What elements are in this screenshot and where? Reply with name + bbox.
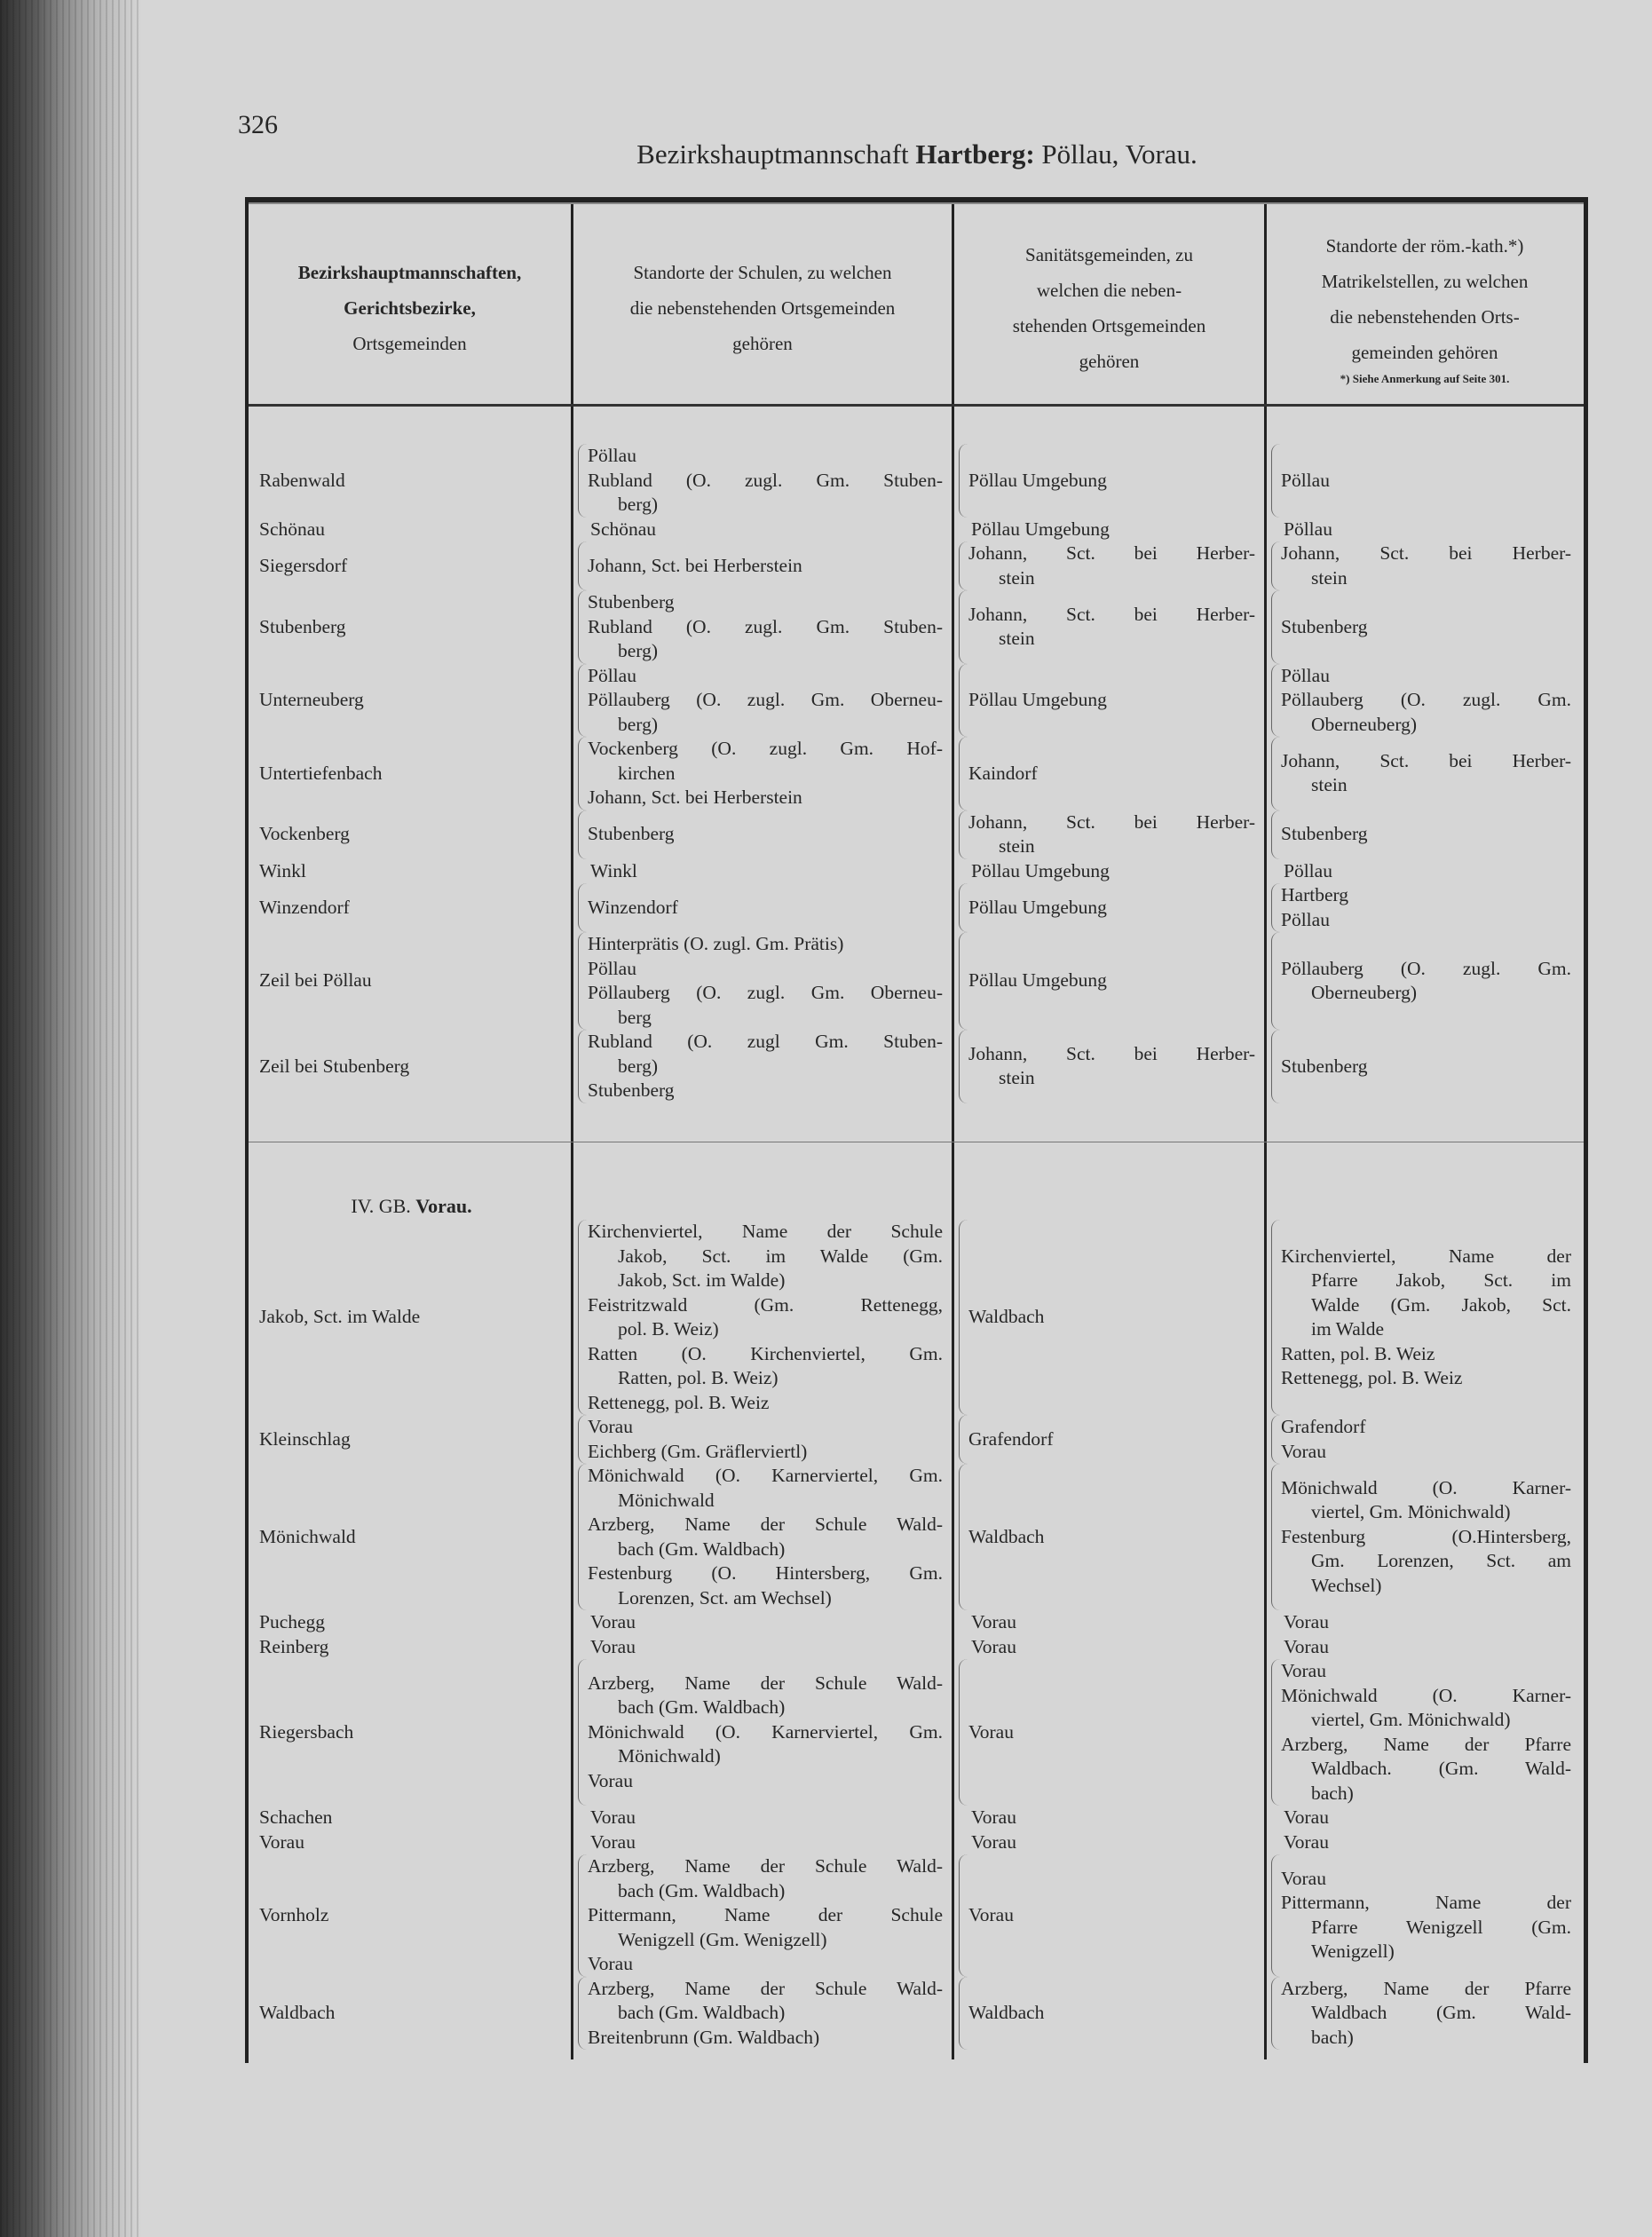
header-footnote: *) Siehe Anmerkung auf Seite 301. — [1340, 372, 1510, 385]
cell-line: Hinterprätis (O. zugl. Gm. Prätis) — [588, 933, 844, 954]
cell-line: Mönichwald (O. Karner- — [1281, 1684, 1571, 1706]
table-row — [249, 1610, 1584, 1635]
school-cell — [578, 1415, 955, 1464]
title-suffix: Pöllau, Vorau. — [1041, 138, 1198, 170]
cell-line: Johann, Sct. bei Herber- — [1281, 542, 1571, 564]
cell-line: Hartberg — [1281, 884, 1349, 905]
parish-cell — [1271, 541, 1584, 590]
municipality-cell — [249, 1977, 574, 2051]
header-line: Standorte der röm.-kath.*) — [1325, 235, 1524, 257]
cell-line: bach) — [1311, 2026, 1354, 2048]
cell-line: Vorau — [590, 1635, 636, 1657]
title-prefix: Bezirkshauptmannschaft — [636, 138, 909, 170]
cell-line: Riegersbach — [259, 1720, 354, 1743]
cell-line: Vorau — [1281, 1440, 1326, 1462]
cell-line: Kirchenviertel, Name der — [1281, 1245, 1571, 1267]
cell-line: stein — [999, 566, 1035, 589]
cell-line: berg) — [618, 713, 658, 735]
cell-line: Waldbach — [968, 2002, 1045, 2023]
parish-cell — [1271, 1659, 1584, 1806]
cell-line: Pöllau Umgebung — [968, 689, 1107, 710]
parish-cell — [1271, 1977, 1584, 2051]
school-cell — [578, 737, 955, 810]
table-row — [249, 1464, 1584, 1610]
cell-line: Schönau — [590, 518, 657, 540]
cell-line: Pittermann, Name der Schule — [588, 1904, 943, 1925]
municipality-cell — [249, 1220, 574, 1415]
cell-line: Pöllauberg (O. zugl. Gm. Oberneu- — [588, 689, 943, 710]
section-heading-prefix: IV. GB. — [351, 1195, 411, 1217]
cell-line: Winkl — [590, 859, 637, 881]
cell-line: Johann, Sct. bei Herber- — [1281, 749, 1571, 771]
header-line: die nebenstehenden Orts- — [1330, 306, 1520, 328]
sanitary-cell — [959, 1030, 1268, 1103]
sanitary-cell — [959, 1854, 1268, 1977]
header-line: Bezirkshauptmannschaften, — [297, 262, 522, 283]
school-cell — [578, 664, 955, 738]
cell-line: Pittermann, Name der — [1281, 1892, 1571, 1914]
cell-line: Vorau — [259, 1830, 304, 1853]
cell-line: stein — [999, 1067, 1035, 1089]
cell-line: Vorau — [968, 1720, 1014, 1743]
cell-line: Stubenberg — [259, 615, 346, 637]
school-cell — [578, 1220, 955, 1415]
table-row — [249, 1806, 1584, 1830]
cell-line: viertel, Gm. Mönichwald) — [1311, 1501, 1511, 1523]
cell-line: stein — [999, 835, 1035, 857]
header-col-schools — [573, 215, 952, 401]
cell-line: Mönichwald) — [618, 1745, 721, 1767]
cell-line: Pfarre Wenigzell (Gm. — [1311, 1916, 1571, 1938]
cell-line: Ratten (O. Kirchenviertel, Gm. — [588, 1342, 943, 1364]
header-line: gemeinden gehören — [1351, 342, 1498, 363]
cell-line: stein — [1311, 774, 1348, 796]
cell-line: Rabenwald — [259, 469, 345, 491]
sanitary-cell — [955, 518, 1268, 542]
cell-line: Johann, Sct. bei Herber- — [968, 810, 1255, 833]
municipality-cell — [249, 1659, 574, 1806]
cell-line: Vockenberg — [259, 823, 350, 845]
sanitary-cell — [959, 1415, 1268, 1464]
cell-line: Pöllau — [588, 664, 636, 686]
table-row — [249, 1977, 1584, 2051]
cell-line: Grafendorf — [968, 1427, 1054, 1450]
municipality-cell — [249, 737, 574, 810]
header-line: Standorte der Schulen, zu welchen — [633, 262, 892, 283]
table-row — [249, 1659, 1584, 1806]
cell-line: Johann, Sct. bei Herberstein — [588, 554, 802, 576]
cell-line: Waldbach — [968, 1306, 1045, 1328]
cell-line: Zeil bei Pöllau — [259, 969, 372, 992]
cell-line: Waldbach. (Gm. Wald- — [1311, 1758, 1571, 1779]
cell-line: bach (Gm. Waldbach) — [618, 2002, 786, 2023]
cell-line: Festenburg (O. Hintersberg, Gm. — [588, 1562, 943, 1584]
parish-cell — [1268, 1635, 1584, 1660]
table-top-rule — [249, 197, 1584, 204]
sanitary-cell — [959, 590, 1268, 664]
sanitary-cell — [959, 737, 1268, 810]
cell-line: Vorau — [1281, 1867, 1326, 1889]
cell-line: Pöllau Umgebung — [968, 896, 1107, 918]
cell-line: Winkl — [259, 859, 306, 881]
cell-line: Arzberg, Name der Schule Wald- — [588, 1514, 943, 1535]
cell-line: Arzberg, Name der Schule Wald- — [588, 1855, 943, 1877]
cell-line: Winzendorf — [259, 896, 350, 918]
cell-line: Festenburg (O.Hintersberg, — [1281, 1525, 1571, 1547]
cell-line: Vorau — [1284, 1830, 1329, 1853]
cell-line: Schachen — [259, 1806, 333, 1828]
parish-cell — [1271, 444, 1584, 518]
cell-line: kirchen — [618, 762, 676, 784]
cell-line: Feistritzwald (Gm. Rettenegg, — [588, 1293, 943, 1316]
cell-line: Jakob, Sct. im Walde) — [618, 1269, 786, 1291]
table-row — [249, 859, 1584, 884]
table-row — [249, 1030, 1584, 1103]
cell-line: Mönichwald — [618, 1489, 715, 1511]
municipality-cell — [249, 932, 574, 1030]
cell-line: Eichberg (Gm. Gräflerviertl) — [588, 1440, 808, 1462]
cell-line: Mönichwald (O. Karner- — [1281, 1476, 1571, 1498]
cell-line: Wechsel) — [1311, 1574, 1382, 1596]
cell-line: bach (Gm. Waldbach) — [618, 1879, 786, 1901]
sanitary-cell — [955, 859, 1268, 884]
table-row — [249, 1854, 1584, 1977]
parish-cell — [1271, 1220, 1584, 1415]
cell-line: Gm. Lorenzen, Sct. am — [1311, 1550, 1571, 1572]
cell-line: Vorau — [1284, 1635, 1329, 1657]
cell-line: Rubland (O. zugl. Gm. Stuben- — [588, 469, 943, 491]
cell-line: Pöllauberg (O. zugl. Gm. Oberneu- — [588, 982, 943, 1003]
cell-line: Johann, Sct. bei Herberstein — [588, 787, 802, 808]
cell-line: Waldbach — [968, 1525, 1045, 1547]
table-row — [249, 590, 1584, 664]
table-row — [249, 541, 1584, 590]
municipality-cell — [249, 1635, 574, 1660]
municipality-cell — [249, 1030, 574, 1103]
cell-line: Pfarre Jakob, Sct. im — [1311, 1269, 1571, 1291]
cell-line: Vorau — [968, 1904, 1014, 1925]
school-cell — [578, 1464, 955, 1610]
cell-line: Arzberg, Name der Schule Wald- — [588, 1672, 943, 1694]
header-line: Gerichtsbezirke, — [344, 297, 476, 319]
cell-line: Vorau — [1284, 1806, 1329, 1828]
cell-line: Ratten, pol. B. Weiz — [1281, 1342, 1435, 1364]
header-line: gehören — [1079, 351, 1140, 372]
cell-line: berg — [618, 1006, 652, 1028]
sanitary-cell — [959, 883, 1268, 932]
municipality-cell — [249, 518, 574, 542]
table-row — [249, 664, 1584, 738]
municipality-cell — [249, 1415, 574, 1464]
title-district: Hartberg: — [915, 138, 1035, 170]
header-line: welchen die neben- — [1036, 280, 1182, 301]
table-row — [249, 1415, 1584, 1464]
header-bottom-rule — [249, 404, 1584, 407]
sanitary-cell — [959, 541, 1268, 590]
parish-cell — [1271, 590, 1584, 664]
cell-line: Stubenberg — [588, 591, 675, 613]
sanitary-cell — [959, 1220, 1268, 1415]
header-line: Sanitätsgemeinden, zu — [1025, 244, 1193, 265]
parish-cell — [1268, 859, 1584, 884]
parish-cell — [1271, 737, 1584, 810]
header-col-municipalities — [249, 215, 571, 401]
parish-cell — [1268, 1830, 1584, 1855]
cell-line: Rettenegg, pol. B. Weiz — [1281, 1367, 1463, 1388]
table-row — [249, 810, 1584, 859]
school-cell — [578, 541, 955, 590]
header-line: stehenden Ortsgemeinden — [1012, 315, 1206, 336]
school-cell — [578, 1854, 955, 1977]
cell-line: stein — [1311, 566, 1348, 589]
school-cell — [578, 1659, 955, 1806]
sanitary-cell — [959, 1464, 1268, 1610]
parish-cell — [1271, 883, 1584, 932]
cell-line: Pöllau — [1284, 518, 1332, 540]
cell-line: Stubenberg — [588, 823, 675, 845]
cell-line: Rubland (O. zugl Gm. Stuben- — [588, 1031, 943, 1052]
cell-line: Mönichwald (O. Karnerviertel, Gm. — [588, 1465, 943, 1486]
municipality-cell — [249, 1806, 574, 1830]
cell-line: Rubland (O. zugl. Gm. Stuben- — [588, 615, 943, 637]
municipality-cell — [249, 859, 574, 884]
page-title — [0, 138, 1652, 170]
school-cell — [574, 1610, 955, 1635]
cell-line: Vorau — [971, 1611, 1016, 1632]
parish-cell — [1268, 1610, 1584, 1635]
cell-line: Schönau — [259, 518, 326, 540]
sanitary-cell — [959, 1977, 1268, 2051]
school-cell — [574, 1830, 955, 1855]
book-binding-edge — [0, 0, 142, 2237]
cell-line: berg) — [618, 1055, 658, 1077]
cell-line: Zeil bei Stubenberg — [259, 1055, 410, 1077]
cell-line: Kleinschlag — [259, 1427, 351, 1450]
header-line: Matrikelstellen, zu welchen — [1321, 271, 1529, 292]
cell-line: Pöllauberg (O. zugl. Gm. — [1281, 957, 1571, 979]
cell-line: Vorau — [590, 1611, 636, 1632]
municipality-cell — [249, 664, 574, 738]
cell-line: Siegersdorf — [259, 554, 348, 576]
table-row — [249, 518, 1584, 542]
cell-line: Unterneuberg — [259, 689, 364, 710]
cell-line: Pöllau — [1284, 859, 1332, 881]
school-cell — [574, 859, 955, 884]
cell-line: Oberneuberg) — [1311, 713, 1417, 735]
cell-line: berg) — [618, 640, 658, 661]
cell-line: Rettenegg, pol. B. Weiz — [588, 1391, 770, 1413]
cell-line: Vorau — [588, 1769, 633, 1791]
header-col-sanitary — [954, 215, 1264, 401]
cell-line: Johann, Sct. bei Herber- — [968, 1042, 1255, 1064]
municipality-cell — [249, 1610, 574, 1635]
sanitary-cell — [959, 810, 1268, 859]
school-cell — [578, 932, 955, 1030]
cell-line: Stubenberg — [588, 1079, 675, 1101]
cell-line: bach) — [1311, 1782, 1354, 1804]
cell-line: im Walde — [1311, 1318, 1385, 1340]
table-row — [249, 883, 1584, 932]
cell-line: berg) — [618, 494, 658, 515]
table-row — [249, 444, 1584, 518]
header-line: Ortsgemeinden — [352, 333, 467, 354]
cell-line: Stubenberg — [1281, 823, 1368, 845]
page-number: 326 — [238, 110, 278, 139]
district-table — [245, 197, 1588, 2063]
parish-cell — [1271, 1030, 1584, 1103]
cell-line: Pöllau — [588, 957, 636, 979]
municipality-cell — [249, 810, 574, 859]
sanitary-cell — [955, 1610, 1268, 1635]
sanitary-cell — [959, 932, 1268, 1030]
parish-cell — [1271, 1415, 1584, 1464]
cell-line: Vorau — [971, 1830, 1016, 1853]
school-cell — [578, 590, 955, 664]
cell-line: Arzberg, Name der Pfarre — [1281, 1733, 1571, 1755]
cell-line: Pöllau Umgebung — [968, 469, 1107, 491]
cell-line: Pöllau Umgebung — [971, 518, 1110, 540]
municipality-cell — [249, 1830, 574, 1855]
table-row — [249, 737, 1584, 810]
cell-line: Johann, Sct. bei Herber- — [968, 542, 1255, 564]
cell-line: Mönichwald — [259, 1525, 356, 1547]
cell-line: Winzendorf — [588, 896, 678, 918]
cell-line: Arzberg, Name der Pfarre — [1281, 1977, 1571, 1999]
cell-line: Vorau — [588, 1416, 633, 1437]
header-line: die nebenstehenden Ortsgemeinden — [629, 297, 896, 319]
cell-line: Vorau — [1281, 1660, 1326, 1681]
cell-line: Johann, Sct. bei Herber- — [968, 603, 1255, 625]
parish-cell — [1271, 810, 1584, 859]
school-cell — [578, 1977, 955, 2051]
school-cell — [574, 518, 955, 542]
section-heading-vorau — [249, 1195, 574, 1218]
municipality-cell — [249, 1464, 574, 1610]
cell-line: Jakob, Sct. im Walde (Gm. — [618, 1245, 943, 1267]
school-cell — [578, 883, 955, 932]
municipality-cell — [249, 541, 574, 590]
school-cell — [574, 1635, 955, 1660]
cell-line: Untertiefenbach — [259, 762, 383, 784]
cell-line: Vorau — [971, 1806, 1016, 1828]
sanitary-cell — [955, 1806, 1268, 1830]
cell-line: Walde (Gm. Jakob, Sct. — [1311, 1293, 1571, 1316]
parish-cell — [1271, 932, 1584, 1030]
cell-line: Wenigzell) — [1311, 1941, 1395, 1963]
parish-cell — [1271, 664, 1584, 738]
table-row — [249, 1635, 1584, 1660]
sanitary-cell — [955, 1635, 1268, 1660]
parish-cell — [1271, 1854, 1584, 1977]
cell-line: Pöllau — [1281, 908, 1330, 930]
cell-line: Vorau — [1284, 1611, 1329, 1632]
cell-line: viertel, Gm. Mönichwald) — [1311, 1709, 1511, 1730]
school-cell — [578, 444, 955, 518]
cell-line: Stubenberg — [1281, 1055, 1368, 1077]
cell-line: Pöllau — [1281, 664, 1330, 686]
cell-line: stein — [999, 628, 1035, 650]
cell-line: Ratten, pol. B. Weiz) — [618, 1367, 779, 1388]
cell-line: Waldbach (Gm. Wald- — [1311, 2002, 1571, 2023]
cell-line: Pöllau Umgebung — [968, 969, 1107, 992]
school-cell — [578, 810, 955, 859]
cell-line: bach (Gm. Waldbach) — [618, 1537, 786, 1560]
header-line: gehören — [732, 333, 793, 354]
parish-cell — [1268, 1806, 1584, 1830]
cell-line: Breitenbrunn (Gm. Waldbach) — [588, 2026, 820, 2048]
cell-line: Arzberg, Name der Schule Wald- — [588, 1977, 943, 1999]
cell-line: Pöllau Umgebung — [971, 859, 1110, 881]
cell-line: Stubenberg — [1281, 615, 1368, 637]
header-col-parish-registers — [1267, 215, 1583, 401]
cell-line: Jakob, Sct. im Walde — [259, 1306, 421, 1328]
cell-line: Grafendorf — [1281, 1416, 1366, 1437]
section-poellau — [249, 444, 1584, 1103]
table-row — [249, 1830, 1584, 1855]
cell-line: pol. B. Weiz) — [618, 1318, 719, 1340]
municipality-cell — [249, 590, 574, 664]
municipality-cell — [249, 883, 574, 932]
sanitary-cell — [955, 1830, 1268, 1855]
cell-line: Puchegg — [259, 1611, 326, 1632]
cell-line: bach (Gm. Waldbach) — [618, 1696, 786, 1719]
cell-line: Vorau — [588, 1953, 633, 1974]
cell-line: Mönichwald (O. Karnerviertel, Gm. — [588, 1720, 943, 1743]
municipality-cell — [249, 1854, 574, 1977]
school-cell — [578, 1030, 955, 1103]
parish-cell — [1271, 1464, 1584, 1610]
cell-line: Lorenzen, Sct. am Wechsel) — [618, 1586, 832, 1609]
cell-line: Pöllau — [588, 445, 636, 466]
municipality-cell — [249, 444, 574, 518]
cell-line: Reinberg — [259, 1635, 329, 1657]
table-row — [249, 932, 1584, 1030]
cell-line: Vorau — [590, 1830, 636, 1853]
cell-line: Vornholz — [259, 1904, 329, 1925]
cell-line: Vockenberg (O. zugl. Gm. Hof- — [588, 738, 943, 759]
sanitary-cell — [959, 664, 1268, 738]
sanitary-cell — [959, 444, 1268, 518]
cell-line: Pöllau — [1281, 469, 1330, 491]
sanitary-cell — [959, 1659, 1268, 1806]
parish-cell — [1268, 518, 1584, 542]
cell-line: Waldbach — [259, 2002, 336, 2023]
cell-line: Wenigzell (Gm. Wenigzell) — [618, 1928, 827, 1950]
cell-line: Vorau — [590, 1806, 636, 1828]
school-cell — [574, 1806, 955, 1830]
cell-line: Kirchenviertel, Name der Schule — [588, 1221, 943, 1242]
cell-line: Oberneuberg) — [1311, 982, 1417, 1003]
cell-line: Pöllauberg (O. zugl. Gm. — [1281, 689, 1571, 710]
table-row — [249, 1220, 1584, 1415]
section-vorau — [249, 1220, 1584, 2050]
section-heading-name: Vorau. — [415, 1195, 472, 1217]
cell-line: Vorau — [971, 1635, 1016, 1657]
cell-line: Kaindorf — [968, 762, 1038, 784]
